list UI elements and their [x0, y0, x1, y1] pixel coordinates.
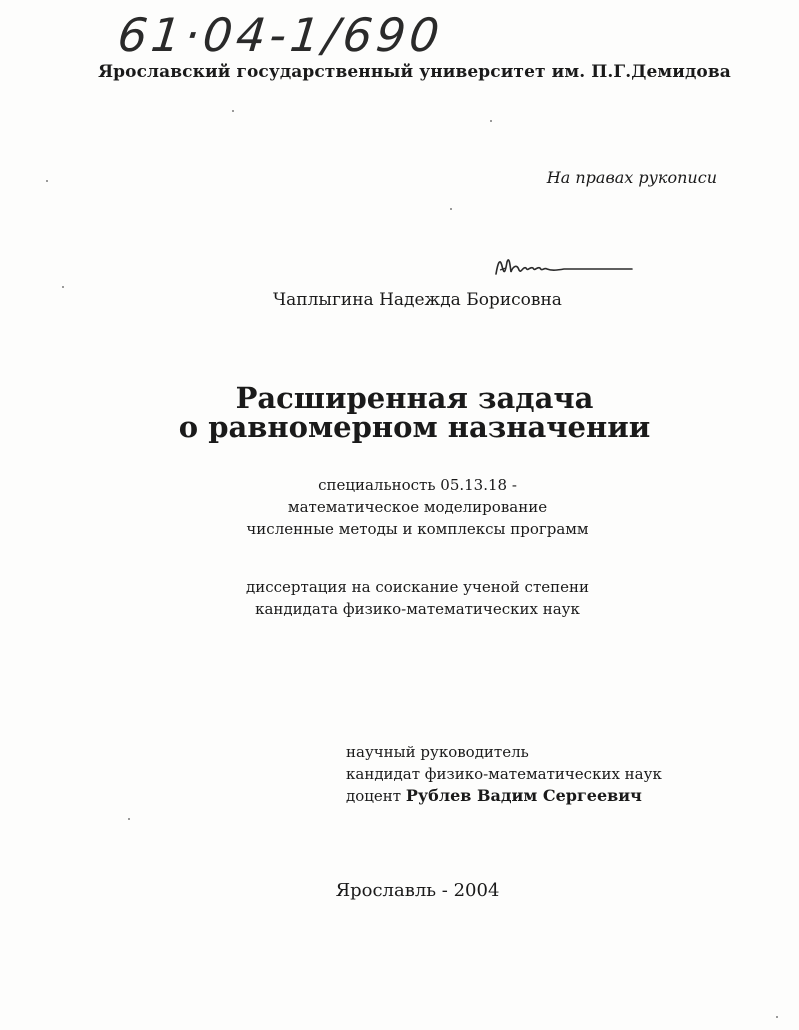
degree-line-1: диссертация на соискание ученой степени — [246, 578, 589, 596]
scan-speck — [776, 1016, 778, 1018]
scan-speck — [62, 286, 64, 288]
specialty-block — [0, 474, 799, 540]
specialty-line-3: численные методы и комплексы программ — [246, 520, 589, 538]
specialty-line-1: специальность 05.13.18 - — [318, 476, 517, 494]
supervisor-degree: кандидат физико-математических наук — [346, 765, 662, 783]
scan-speck — [46, 180, 48, 182]
city-year: Ярославль - 2004 — [335, 880, 500, 901]
scan-speck — [450, 208, 452, 210]
archive-code: 61·04-1/690 — [115, 8, 446, 62]
signature-image — [492, 252, 642, 286]
supervisor-name: Рублев Вадим Сергеевич — [405, 786, 642, 805]
author-name: Чаплыгина Надежда Борисовна — [273, 290, 562, 310]
scan-speck — [232, 110, 234, 112]
title-line-1: Расширенная задача — [235, 381, 594, 415]
supervisor-rank: доцент — [346, 787, 402, 805]
specialty-line-2: математическое моделирование — [287, 498, 548, 516]
supervisor-role: научный руководитель — [346, 743, 529, 761]
dissertation-title — [0, 381, 799, 444]
university-name: Ярославский государственный университет им. П.Г.Демидова — [98, 62, 731, 82]
manuscript-rights-note: На правах рукописи — [546, 168, 717, 187]
title-line-2: о равномерном назначении — [178, 410, 651, 444]
supervisor-rank-name — [346, 785, 662, 807]
degree-line-2: кандидата физико-математических наук — [255, 600, 580, 618]
supervisor-block — [346, 741, 662, 807]
scan-speck — [128, 818, 130, 820]
scan-speck — [490, 120, 492, 122]
degree-block — [0, 576, 799, 620]
